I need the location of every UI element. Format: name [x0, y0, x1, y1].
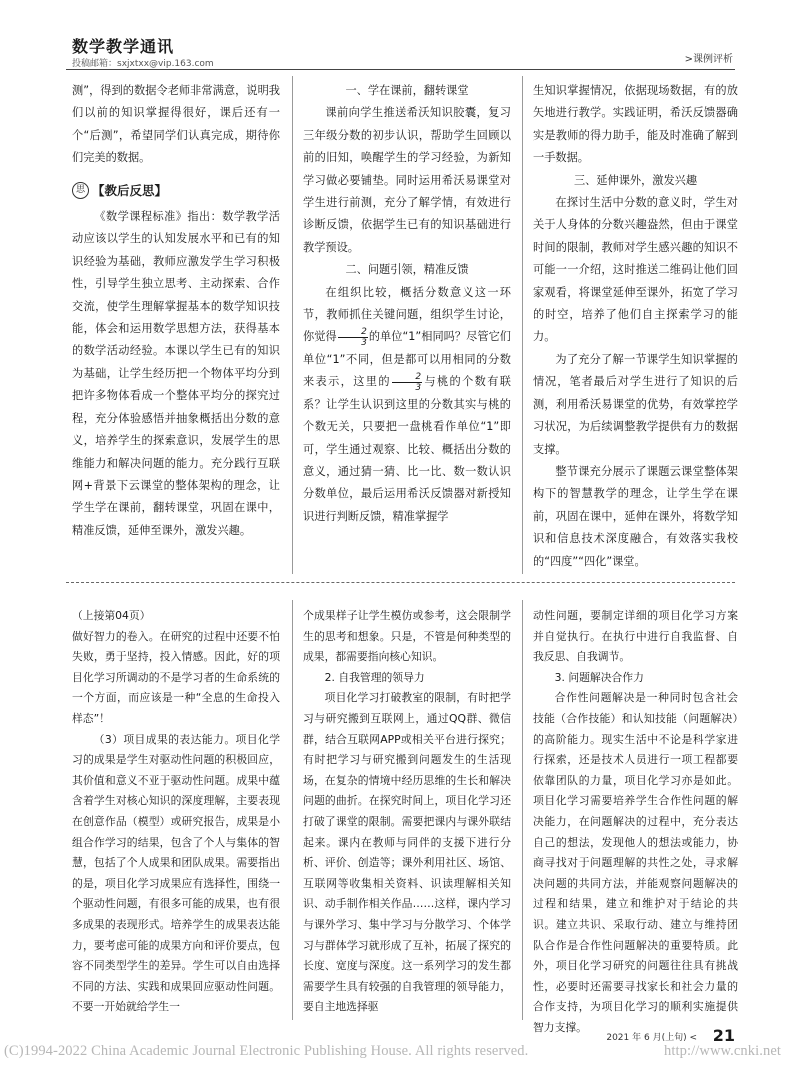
paragraph: 生知识掌握情况，依据现场数据，有的放矢地进行教学。实践证明，希沃反馈器确实是教师的得力助手，能及时准确了解到一手数据。: [533, 84, 738, 165]
column-2: [303, 80, 511, 528]
contact-email: 投稿邮箱：sxjxtxx@vip.163.com: [72, 59, 214, 69]
cnki-url: http://www.cnki.net: [664, 1043, 781, 1059]
page-number: 21: [712, 1026, 735, 1045]
issue-date: 2021 年 6 月(上旬) <: [606, 1033, 697, 1043]
text-run: 的单位“1”相同吗？尽管它们单位“1”不同，但是都可以用相同的分数来表示，这里的: [303, 330, 511, 389]
paragraph: 做好智力的卷入。在研究的过程中还要不怕失败，勇于坚持，投入情感。因此，好的项目化学习所调动的不是学习者的生命系统的一个方面，而应该是一种“全息的生命投入样态”！: [72, 629, 280, 725]
subsection-heading: 2. 自我管理的领导力: [324, 670, 425, 684]
column-divider: [292, 76, 293, 574]
section-label: >课例评析: [684, 54, 733, 65]
paragraph: 整节课充分展示了课题云课堂整体架构下的智慧教学的理念，让学生学在课前，巩固在课中，延伸在课外，将数学知识和信息技术深度融合，有效落实我校的“四度”“四化”课堂。: [533, 464, 738, 568]
paragraph: 动性问题，要制定详细的项目化学习方案并自觉执行。在执行中进行自我监督、自我反思、自我调节。: [533, 609, 738, 664]
paragraph-with-fractions: [303, 282, 511, 528]
column-5: [303, 606, 511, 1018]
continued-from: （上接第04页）: [72, 609, 151, 622]
text-run: 在组织比较，概括分数意义这一环节，教师抓住关键问题，组织学生讨论，你觉得: [303, 285, 511, 344]
fraction: [392, 372, 422, 393]
column-divider: [522, 76, 523, 574]
column-3: [533, 80, 738, 573]
subsection-heading: 3. 问题解决合作力: [554, 670, 644, 684]
text-run: 与桃的个数有联系？让学生认识到这里的分数其实与桃的个数无关，只要把一盘桃看作单位“1”即可，学生通过观察、比较、概括出分数的意义，通过猜一猜、比一比、数一数认识分数单位，最后运用希沃反馈器对新授知识进行判断反馈，精准掌握学: [303, 375, 511, 523]
reflection-heading-row: [72, 180, 280, 202]
fraction: [338, 327, 368, 348]
section-heading: 二、问题引领，精准反馈: [345, 263, 469, 277]
fraction-numerator: 2: [392, 372, 422, 383]
paragraph: 合作性问题解决是一种同时包含社会技能（合作技能）和认知技能（问题解决）的高阶能力。现实生活中不论是科学家进行探索，还是技术人员进行一项工程都要依靠团队的力量，项目化学习亦是如此。项目化学习需要培养学生合作性问题的解决能力，在问题解决的过程中，充分表达自己的想法，发现他人的想法或能力，协商寻找对于问题理解的共性之处，寻求解决问题的共同方法，并能观察问题解决的过程和结果，建立和维护对于结论的共识。建立共识、采取行动、建立与维持团队合作是合作性问题解决的重要特质。此外，项目化学习研究的问题往往具有挑战性，必要时还需要寻找家长和社会力量的合作支持，为项目化学习的顺利实施提供智力支撑。: [533, 691, 738, 1034]
column-6: [533, 606, 738, 1038]
paragraph: 在探讨生活中分数的意义时，学生对关于人身体的分数兴趣盎然，但由于课堂时间的限制，教师对学生感兴趣的知识不可能一一介绍，这时推送二维码让他们回家观看，将课堂延伸至课外，拓宽了学习的时空，培养了他们自主探索学习的能力。: [533, 196, 738, 344]
section-heading: 三、延伸课外，激发兴趣: [573, 173, 698, 187]
section-divider: [66, 582, 735, 583]
copyright-text: (C)1994-2022 China Academic Journal Electronic Publishing House. All rights reserved.: [4, 1043, 529, 1059]
paragraph: 项目化学习打破教室的限制，有时把学习与研究搬到互联网上，通过QQ群、微信群，结合互联网APP或相关平台进行探究；有时把学习与研究搬到问题发生的生活现场，在复杂的情境中经历思维的生长和解决问题的曲折。在探究时间上，项目化学习还打破了课堂的限制。需要把课内与课外联结起来。课内在教师与同伴的支援下进行分析、评价、创造等；课外利用社区、场馆、互联网等收集相关资料、识读理解相关知识、动手制作相关作品……这样，课内学习与课外学习、集中学习与分散学习、个体学习与群体学习就形成了互补，拓展了探究的长度、宽度与深度。这一系列学习的发生都需要学生具有较强的自我管理的领导能力，要自主地选择驱: [303, 691, 511, 1014]
copyright-watermark: [4, 1043, 789, 1060]
column-divider: [292, 600, 293, 1020]
column-divider: [522, 600, 523, 1020]
fraction-denominator: 3: [415, 382, 422, 393]
header-rule: [66, 69, 735, 70]
journal-title: 数学教学通讯: [72, 37, 175, 56]
paragraph: 《数学课程标准》指出：数学教学活动应该以学生的认知发展水平和已有的知识经验为基础，教师应激发学生学习积极性，引导学生独立思考、主动探索、合作交流，使学生理解掌握基本的数学知识技能，体会和运用数学思想方法，获得基本的数学活动经验。本课以学生已有的知识为基础，让学生经历把一个物体平均分到把许多物体看成一个整体平均分的探究过程，充分体验感悟并抽象概括出分数的意义，培养学生的探索意识，发展学生的思维能力和解决问题的能力。充分践行互联网+背景下云课堂的整体架构的理念，让学生学在课前，翻转课堂，巩固在课中，精准反馈，延伸至课外，激发兴趣。: [72, 210, 280, 537]
column-1: [72, 80, 280, 542]
reflection-icon: 思: [72, 182, 89, 199]
section-heading: 一、学在课前，翻转课堂: [345, 84, 469, 97]
fraction-numerator: 2: [338, 327, 368, 338]
column-4: [72, 606, 280, 1018]
paragraph: （3）项目成果的表达能力。项目化学习的成果是学生对驱动性问题的积极回应，其价值和意义不亚于驱动性问题。成果中蕴含着学生对核心知识的深度理解，主要表现在创意作品（模型）或研究报告，成果是小组合作学习的结果，包含了个人与集体的智慧，包括了个人成果和团队成果。需要指出的是，项目化学习成果应有选择性，围绕一个驱动性问题，有很多可能的成果，也有很多成果的表现形式。培养学生的成果表达能力，要考虑可能的成果方向和评价要点，包容不同类型学生的差异。学生可以自由选择不同的方法、实践和成果回应驱动性问题。不要一开始就给学生一: [72, 732, 280, 1014]
fraction-denominator: 3: [361, 337, 367, 348]
paragraph: 为了充分了解一节课学生知识掌握的情况，笔者最后对学生进行了知识的后测，利用希沃易课堂的优势，有效掌控学习状况，为后续调整教学提供有力的数据支撑。: [533, 352, 738, 456]
paragraph: 课前向学生推送希沃知识胶囊，复习三年级分数的初步认识，帮助学生回顾以前的旧知，唤醒学生的学习经验，为新知学习做必要铺垫。同时运用希沃易课堂对学生进行前测，充分了解学情，有效进行诊断反馈，依据学生已有的知识基础进行教学预设。: [303, 106, 511, 254]
paragraph: 测”，得到的数据令老师非常满意，说明我们以前的知识掌握得很好，课后还有一个“后测”，希望同学们认真完成，期待你们完美的数据。: [72, 84, 280, 165]
paragraph: 个成果样子让学生模仿或参考，这会限制学生的思考和想象。只是，不管是何种类型的成果，都需要指向核心知识。: [303, 609, 511, 664]
reflection-heading: 【教后反思】: [92, 182, 168, 198]
